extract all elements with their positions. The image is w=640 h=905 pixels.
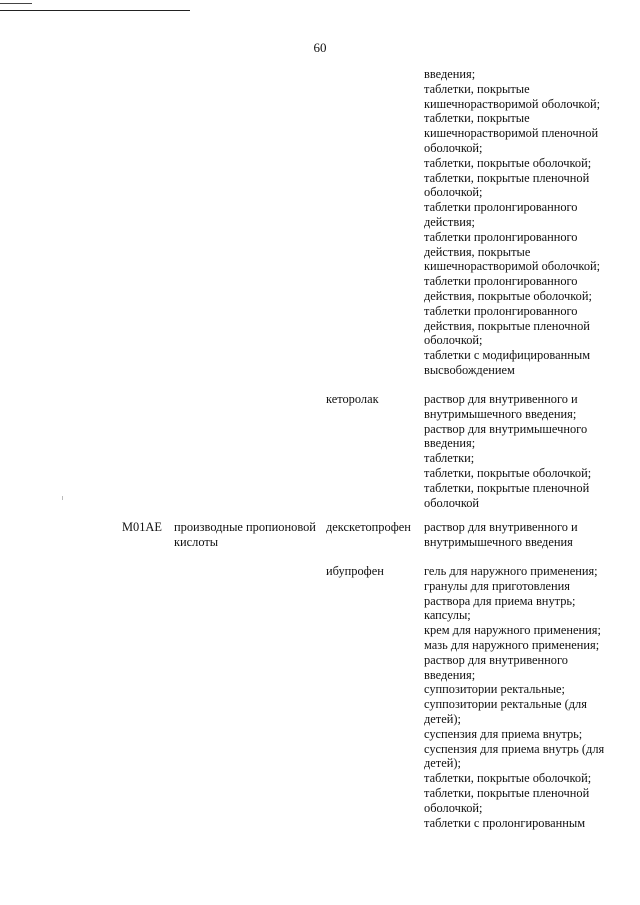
drug-name	[326, 520, 411, 535]
dosage-forms-line: таблетки пролонгированного	[424, 200, 578, 215]
dosage-forms-line: действия;	[424, 214, 475, 229]
dosage-forms-line: суспензия для приема внутрь;	[424, 726, 583, 741]
dosage-forms	[424, 520, 578, 550]
dosage-forms-line: суппозитории ректальные;	[424, 682, 565, 697]
dosage-forms-line: таблетки, покрытые оболочкой;	[424, 771, 592, 786]
margin-mark	[62, 496, 63, 500]
dosage-forms-line: действия, покрытые	[424, 244, 531, 259]
dosage-forms-line: оболочкой;	[424, 140, 483, 155]
dosage-forms-line: внутримышечного введения	[424, 534, 573, 549]
dosage-forms-line: суппозитории ректальные (для	[424, 697, 587, 712]
dosage-forms-line: таблетки, покрытые	[424, 111, 530, 126]
atc-code-line: M01AE	[122, 520, 162, 534]
dosage-forms-line: раствор для внутривенного и	[424, 392, 578, 406]
drug-name-line: ибупрофен	[326, 564, 384, 578]
dosage-forms-line: таблетки, покрытые оболочкой;	[424, 465, 592, 480]
dosage-forms-line: суспензия для приема внутрь (для	[424, 741, 605, 756]
dosage-forms-line: оболочкой;	[424, 800, 483, 815]
dosage-forms-line: оболочкой;	[424, 185, 483, 200]
dosage-forms-line: гель для наружного применения;	[424, 564, 598, 578]
dosage-forms-line: оболочкой	[424, 495, 480, 510]
atc-code	[122, 520, 162, 535]
dosage-forms-line: введения;	[424, 667, 476, 682]
dosage-forms-line: таблетки пролонгированного	[424, 229, 578, 244]
dosage-forms-line: кишечнорастворимой оболочкой;	[424, 96, 601, 111]
pharmacological-group-line: кислоты	[174, 534, 219, 549]
dosage-forms-line: действия, покрытые пленочной	[424, 318, 590, 333]
dosage-forms	[424, 564, 604, 830]
dosage-forms-line: таблетки;	[424, 451, 475, 466]
dosage-forms-line: таблетки, покрытые пленочной	[424, 170, 590, 185]
drug-name-line: кеторолак	[326, 392, 379, 406]
dosage-forms-line: мазь для наружного применения;	[424, 637, 600, 652]
pharmacological-group-line: производные пропионовой	[174, 520, 316, 534]
dosage-forms-line: раствора для приема внутрь;	[424, 593, 576, 608]
dosage-forms-line: таблетки, покрытые пленочной	[424, 480, 590, 495]
header-rule	[0, 10, 190, 11]
dosage-forms-line: введения;	[424, 436, 476, 451]
dosage-forms-line: таблетки, покрытые оболочкой;	[424, 155, 592, 170]
page-number: 60	[313, 40, 327, 55]
dosage-forms-line: кишечнорастворимой пленочной	[424, 126, 599, 141]
dosage-forms-line: раствор для внутривенного и	[424, 520, 578, 534]
dosage-forms-line: капсулы;	[424, 608, 471, 623]
pharmacological-group	[174, 520, 316, 550]
dosage-forms-line: внутримышечного введения;	[424, 406, 577, 421]
dosage-forms-line: таблетки, покрытые пленочной	[424, 785, 590, 800]
dosage-forms-line: таблетки с модифицированным	[424, 348, 591, 363]
dosage-forms	[424, 67, 600, 378]
drug-name	[326, 564, 384, 579]
dosage-forms-line: таблетки, покрытые	[424, 81, 530, 96]
dosage-forms-line: высвобождением	[424, 362, 515, 377]
dosage-forms-line: введения;	[424, 67, 476, 81]
dosage-forms-line: раствор для внутривенного	[424, 652, 568, 667]
dosage-forms-line: гранулы для приготовления	[424, 578, 570, 593]
dosage-forms-line: раствор для внутримышечного	[424, 421, 588, 436]
dosage-forms-line: оболочкой;	[424, 333, 483, 348]
drug-name-line: декскетопрофен	[326, 520, 411, 534]
dosage-forms-line: кишечнорастворимой оболочкой;	[424, 259, 601, 274]
header-short-rule	[0, 3, 32, 4]
dosage-forms-line: детей);	[424, 756, 461, 771]
dosage-forms	[424, 392, 591, 510]
drug-name	[326, 392, 379, 407]
dosage-forms-line: таблетки пролонгированного	[424, 274, 578, 289]
dosage-forms-line: детей);	[424, 711, 461, 726]
dosage-forms-line: действия, покрытые оболочкой;	[424, 288, 592, 303]
dosage-forms-line: таблетки пролонгированного	[424, 303, 578, 318]
dosage-forms-line: таблетки с пролонгированным	[424, 815, 586, 830]
dosage-forms-line: крем для наружного применения;	[424, 623, 601, 638]
